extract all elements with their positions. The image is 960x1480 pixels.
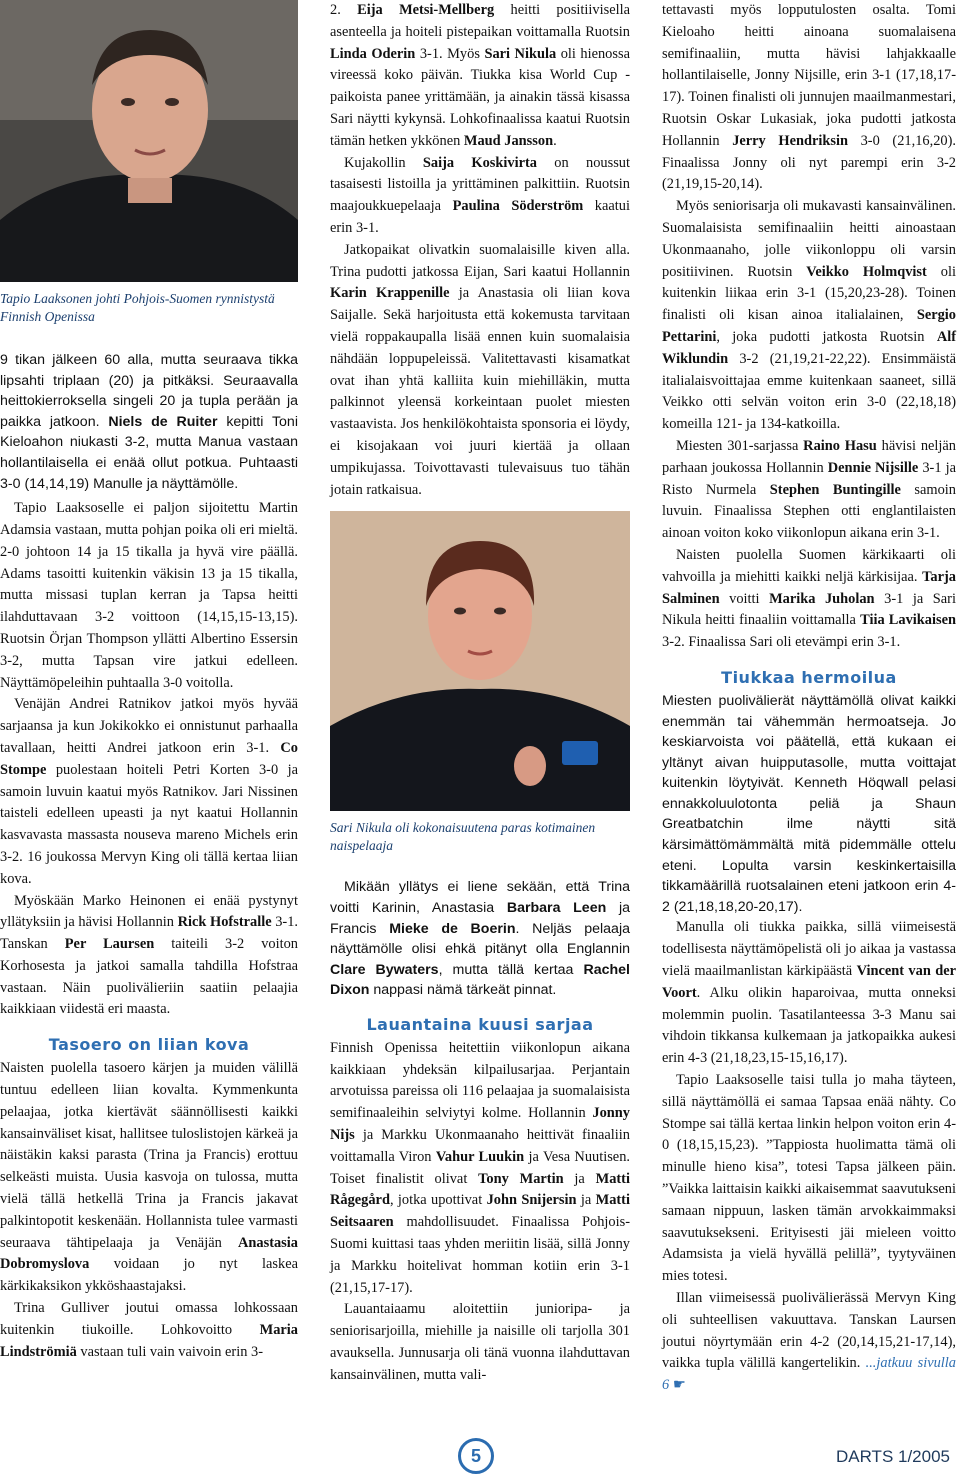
article-paragraph: 9 tikan jälkeen 60 alla, mutta seuraava tikka lipsahti triplaan (20) ja pitkäksi. Seuraavalla heittokierroksella singeli 20 ja tupla perään ja paikka jatkoon. Niels de Ruiter kepitti Toni Kieloahon niukasti 3-2, mutta Manua vastaan hollantilaisella ei enää ollut potkua. Puhtaasti 3-0 (14,14,19) Manulle ja näyttämölle. — [0, 352, 298, 492]
article-paragraph: tettavasti myös lopputulosten osalta. Tomi Kieloaho heitti ainoana suomalaisena semifinaaliin, mutta hävisi lahjakkaalle hollantilaiselle, Jonny Nijsille, erin 3-1 (17,18,17-17). Toinen finalisti oli junnujen maailmanmestari, Ruotsin Oskar Lukasiak, joka pudotti jatkosta Hollannin Jerry Hendriksin 3-0 (21,16,20). Finaalissa Jonny oli nyt parempi erin 3-2 (21,19,15-20,14). — [662, 2, 956, 193]
column-3 — [662, 0, 956, 1397]
article-paragraph: 2. Eija Metsi-Mellberg heitti positiivisella asenteella ja hoiteli pistepaikan voittamalla Ruotsin Linda Oderin 3-1. Myös Sari Nikula oli hienossa vireessä koko päivän. Tiukka kisa World Cup -paikoista panee yrittämään, ja ainakin tässä kisassa Sari näytti kykynsä. Lohkofinaalissa kaatui Ruotsin tämän hetken ykkönen Maud Jansson. — [330, 2, 630, 149]
photo-caption: Sari Nikula oli kokonaisuutena paras kotimainen naispelaaja — [330, 820, 596, 854]
continue-link[interactable]: ...jatkuu sivulla 6 — [662, 1355, 956, 1394]
magazine-issue: DARTS 1/2005 — [835, 1447, 950, 1466]
section-heading: Tiukkaa hermoilua — [721, 667, 897, 687]
article-paragraph: Mikään yllätys ei liene sekään, että Trina voitti Karinin, Anastasia Barbara Leen ja Francis Mieke de Boerin. Neljäs pelaaja näyttämölle olisi ehkä pitänyt olla Englannin Clare Bywaters, mutta tällä kertaa Rachel Dixon nappasi nämä tärkeät pinnat. — [330, 879, 630, 999]
article-paragraph: Myöskään Marko Heinonen ei enää pystynyt yllätyksiin ja hävisi Hollannin Rick Hofstralle 3-1. Tanskan Per Laursen taiteili 3-2 voiton Korhosesta ja jatkoi samalla tahdilla Hofstraa vastaan. Näin puolivälieriin saatiin pelaajia kaikkiaan viidestä eri maasta. — [0, 892, 298, 1018]
article-paragraph: Illan viimeisessä puolivälierässä Mervyn King oli suhteellisen vakuuttava. Tanskan Laursen joutui nöyrtymään erin 4-2 (20,14,15,21-17,14), vaikka tupla välillä kangertelikin. ...jatkuu sivulla 6 ☛ — [662, 1289, 956, 1394]
page-number: 5 — [458, 1438, 494, 1474]
portrait-man-image — [0, 0, 298, 282]
article-paragraph: Manulla oli tiukka paikka, sillä viimeisestä todellisesta näyttämöpelistä oli jo aikaa ja vastassa vielä maailmanlistan kärkipäästä Vincent van der Voort. Alku olikin haparoivaa, mutta onneksi molemmin puolin. Tasatilanteessa 3-3 Manu sai vihdoin tikkansa kulkemaan ja jatkopaikka aukesi erin 4-3 (21,18,23,15-15,16,17). — [662, 919, 956, 1067]
photo-tapio-laaksonen — [0, 0, 298, 282]
article-paragraph: Miesten 301-sarjassa Raino Hasu hävisi neljän parhaan joukossa Hollannin Dennie Nijsille 3-1 ja Risto Nurmela Stephen Buntingille samoin luvuin. Finaalissa Stephen otti englantilaisten ainoan voiton koko viikonlopun aikana erin 3-1. — [662, 437, 956, 542]
column-1 — [0, 0, 298, 1363]
article-paragraph: Lauantaiaamu aloitettiin junioripa- ja seniorisarjoilla, miehille ja naisille oli tarjolla 301 avauksella. Junnusarja oli tänä vuonna ilahduttavan kansainvälinen, mutta vali- — [330, 1301, 630, 1383]
pointing-hand-icon: ☛ — [672, 1377, 686, 1394]
column-2 — [330, 0, 630, 1387]
photo-sari-nikula — [330, 511, 630, 811]
article-paragraph: Naisten puolella Suomen kärkikaarti oli vahvoilla ja miehitti kaikki neljä kärkisijaa. Tarja Salminen voitti Marika Juholan 3-1 ja Sari Nikula heitti finaaliin voittamalla Tiia Lavikaisen 3-2. Finaalissa Sari oli etevämpi erin 3-1. — [662, 546, 956, 651]
section-heading: Tasoero on liian kova — [48, 1035, 250, 1055]
portrait-woman-image — [330, 511, 630, 811]
article-paragraph: Tapio Laaksoselle ei paljon sijoitettu Martin Adamsia vastaan, mutta pohjan poika oli eri mieltä. 2-0 johtoon 14 ja 15 tikalla ja hyvä vire päällä. Adams tasoitti kuitenkin väkisin 13 ja 15 tikalla, mutta missasi tuplan kerran ja Tapsa heitti ilahduttavaan 3-2 voittoon (14,15,15-13,15). Ruotsin Örjan Thompson yllätti Albertino Essersin 3-2, mutta Tapsan vire jatkui edelleen. Näyttämöpeleihin puhtaalla 3-0 voitolla. — [0, 500, 298, 691]
article-paragraph: Naisten puolella tasoero kärjen ja muiden välillä tuntuu edelleen liian kovalta. Kymmenkunta pelaajaa, jotka kiertävät säännöllisesti kaikki kansainväliset kisat, hallitsee tuloslistojen kärkeä ja näistäkin kaksi parasta (Trina ja Francis) erottuu selkeästi muista. Uusia kasvoja on tulossa, mutta vielä tällä hetkellä Trina ja Francis jakavat palkintopotit keskenään. Hollannista tulee varmasti seuraava tähtipelaaja ja Venäjän Anastasia Dobromyslova voidaan jo nyt laskea kärkikaksikon ykköshaastajaksi. — [0, 1060, 298, 1295]
article-paragraph: Finnish Openissa heitettiin viikonlopun aikana kaikkiaan yhdeksän kilpailusarjaa. Perjantain arvotuissa pareissa oli 116 pelaajaa ja suomalaisista semifinaaleihin selviytyi kolme. Hollannin Jonny Nijs ja Markku Ukonmaanaho heittivät finaaliin voittamalla Viron Vahur Luukin ja Vesa Nuutisen. Toiset finalistit olivat Tony Martin ja Matti Rågegård, jotka upottivat John Snijersin ja Matti Seitsaaren mahdollisuudet. Finaalissa Pohjois-Suomi kuittasi taas yhden meriitin lisää, sillä Jonny ja Markku hoitelivat homman kotiin erin 3-1 (21,15,17-17). — [330, 1039, 630, 1296]
article-paragraph: Trina Gulliver joutui omassa lohkossaan kuitenkin tiukoille. Lohkovoitto Maria Lindströmiä vastaan tuli vain vaivoin erin 3- — [0, 1300, 298, 1360]
article-paragraph: Venäjän Andrei Ratnikov jatkoi myös hyvää sarjaansa ja kun Jokikokko ei onnistunut parhaalla tavallaan, heitti Andrei jatkoon erin 3-1. Co Stompe puolestaan hoiteli Petri Korten 3-0 ja samoin luvuin kaatui myös Ratnikov. Jari Nissinen taisteli edelleen upeasti ja nyt kaatui Hollannin kasvavasta massasta nouseva mareno Michels erin 3-2. 16 joukossa Mervyn King oli tällä kertaa liian kova. — [0, 696, 298, 887]
photo-caption: Tapio Laaksonen johti Pohjois-Suomen rynnistystä Finnish Openissa — [0, 291, 275, 324]
article-paragraph: Jatkopaikat olivatkin suomalaisille kiven alla. Trina pudotti jatkossa Eijan, Sari kaatui Hollannin Karin Krappenille ja Anastasia oli liian kova Saijalle. Sekä harjoitusta että kokemusta tarvitaan vielä roppakaupalla lisää ennen kuin suomalaisia nähdään loppupeleissä. Valitettavasti kisamatkat ovat ihan yhtä kalliita kuin miehilläkin, mutta palkinnot yleensä korkeintaan puolet miesten vastaavista. Jos henkilökohtaista sponsoria ei löydy, ei kisojakaan voi juuri kiertää ja ollaan umpikujassa. Toivottavasti tulevaisuus tuo tähän jotain ratkaisua. — [330, 241, 630, 498]
article-paragraph: Miesten puolivälierät näyttämöllä olivat kaikki enemmän tai vähemmän hermoatseja. Jo keskiarvoista voi päätellä, että kukaan ei yltänyt aivan huipputasolle, mutta voittajat kuitenkin löytyivät. Kenneth Höqwall pelasi ennakkoluulotonta peliä ja Shaun Greatbatchin ilme näytti sitä kärsimättömämmältä mitä pidemmälle ottelu eteni. Lopulta varsin keskinkertaisilla tikkamäärillä ruotsalainen eteni jatkoon erin 4-2 (21,18,18,20-20,17). — [662, 692, 956, 915]
article-paragraph: Kujakollin Saija Koskivirta on noussut tasaisesti listoilla ja yrittäminen palkittiin. Ruotsin maajoukkuepelaaja Paulina Söderström kaatui erin 3-1. — [330, 154, 630, 236]
article-paragraph: Tapio Laaksoselle taisi tulla jo maha täyteen, sillä näyttämöllä ei samaa Tapsaa enää nähty. Co Stompe sai tällä kertaa linkin helpon voiton erin 4-0 (18,15,15,23). ”Tappiosta huolimatta tämä oli minulle hieno kisa”, totesi Tapsa jälkeen päin. ”Vaikka laittaisin kaikki aikaisemmat saavutukseni samaan nippuun, lasken tämän arvokkaimmaksi saavutuksekseni. Erityisesti jäi mieleen voitto Adamsista ja vielä hyvällä pelillä”, tyytyväinen mies totesi. — [662, 1072, 956, 1285]
article-paragraph: Myös seniorisarja oli mukavasti kansainvälinen. Suomalaisista semifinaaliin heitti ainoastaan Ukonmaanaho, jolle viikonloppu oli varsin positiivinen. Ruotsin Veikko Holmqvist oli kuitenkin liikaa erin 3-1 (15,20,23-28). Toinen finalisti oli kisan ainoa italialainen, Sergio Pettarini, joka pudotti jatkosta Ruotsin Alf Wiklundin 3-2 (21,19,21-22,22). Ensimmäistä italialaisvoittajaa emme kuitenkaan saaneet, sillä Veikko otti selvän voiton erin 3-0 (22,18,18) komeilla 121- ja 134-katkoilla. — [662, 198, 956, 433]
section-heading: Lauantaina kuusi sarjaa — [366, 1014, 594, 1034]
